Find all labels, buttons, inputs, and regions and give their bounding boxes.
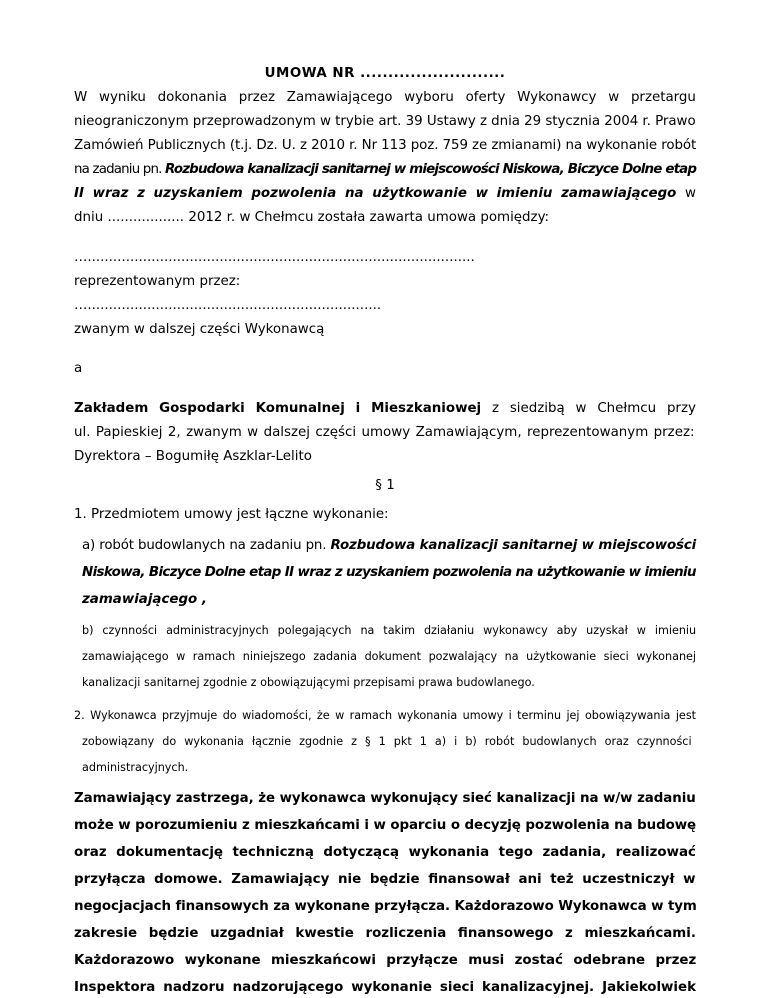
word: II bbox=[74, 186, 84, 201]
word: uzyskaniem bbox=[153, 186, 243, 201]
reservation-line-6: zakresie będzie uzgadniał kwestie rozliczenia finansowego z mieszkańcami. bbox=[74, 926, 696, 941]
contractor-rep-dots: …..................................................................... bbox=[74, 298, 382, 313]
reservation-line-5: negocjacjach finansowych za wykonane przyłącza. Każdorazowo Wykonawca w tym bbox=[74, 899, 697, 914]
clause-2-line-1: 2. Wykonawca przyjmuje do wiadomości, że w ramach wykonania umowy i terminu jej obowiązywania jest bbox=[74, 709, 697, 722]
word: W bbox=[74, 90, 88, 105]
intro-line-5 bbox=[74, 184, 696, 204]
word: w bbox=[685, 186, 696, 201]
clause-1a-line-2: Niskowa, Biczyce Dolne etap II wraz z uzyskaniem pozwolenia na użytkowanie w imieniu bbox=[82, 565, 696, 580]
clause-1b-line-3: kanalizacji sanitarnej zgodnie z obowiązującymi przepisami prawa budowlanego. bbox=[82, 676, 535, 689]
intro-line-6: dniu .................. 2012 r. w Chełmcu została zawarta umowa pomiędzy: bbox=[74, 210, 550, 225]
document-title: UMOWA NR .......................... bbox=[264, 66, 506, 81]
clause-2-line-3: administracyjnych. bbox=[82, 761, 189, 774]
reservation-line-1: Zamawiający zastrzega, że wykonawca wykonujący sieć kanalizacji na w/w zadaniu bbox=[74, 791, 696, 806]
word: siedzibą bbox=[509, 401, 565, 416]
employer-line-2: ul. Papieskiej 2, zwanym w dalszej części umowy Zamawiającym, reprezentowanym przez: bbox=[74, 425, 695, 440]
clause-1-head: 1. Przedmiotem umowy jest łączne wykonanie: bbox=[74, 507, 389, 522]
intro-line-3: Zamówień Publicznych (t.j. Dz. U. z 2010 r. Nr 113 poz. 759 ze zmianami) na wykonanie robót bbox=[74, 138, 697, 153]
word: na bbox=[344, 186, 364, 201]
clause-1b-line-1: b) czynności administracyjnych polegających na takim działaniu wykonawcy aby uzyskał w imieniu bbox=[82, 624, 697, 637]
word: zamawiającego bbox=[561, 186, 677, 201]
reservation-line-4: przyłącza domowe. Zamawiający nie będzie finansował ani też uczestniczył w bbox=[74, 872, 696, 887]
intro-line-4-prefix: na zadaniu pn. bbox=[74, 162, 166, 177]
contractor-dots: …........................................................................................... bbox=[74, 250, 475, 265]
intro-line-2: nieograniczonym przeprowadzonym w trybie art. 39 Ustawy z dnia 29 stycznia 2004 r. Prawo bbox=[74, 114, 696, 129]
word: Zakładem bbox=[74, 401, 149, 416]
word: Komunalnej bbox=[255, 401, 345, 416]
word: przetargu bbox=[630, 90, 696, 105]
word: wraz bbox=[92, 186, 129, 201]
word: dokonania bbox=[157, 90, 227, 105]
word: wyboru bbox=[404, 90, 454, 105]
clause-2-line-2: zobowiązany do wykonania łącznie zgodnie z § 1 pkt 1 a) i b) robót budowlanych oraz czynności bbox=[82, 735, 692, 748]
word: oferty bbox=[465, 90, 506, 105]
word: przez bbox=[238, 90, 276, 105]
word: przy bbox=[666, 401, 696, 416]
word: Mieszkaniowej bbox=[371, 401, 482, 416]
task-name: Rozbudowa kanalizacji sanitarnej w miejscowości Niskowa, Biczyce Dolne etap bbox=[165, 162, 697, 177]
word: w bbox=[608, 90, 620, 105]
clause-1a-task: Rozbudowa kanalizacji sanitarnej w miejscowości bbox=[330, 538, 697, 553]
employer-line-3: Dyrektora – Bogumiłę Aszklar-Lelito bbox=[74, 449, 312, 464]
reservation-line-2: może w porozumieniu z mieszkańcami i w oparciu o decyzję pozwolenia na budowę bbox=[74, 818, 697, 833]
intro-line-4 bbox=[74, 160, 696, 180]
word: z bbox=[491, 401, 499, 416]
contractor-rep-label: reprezentowanym przez: bbox=[74, 274, 241, 289]
word: Gospodarki bbox=[159, 401, 245, 416]
clause-1a-prefix: a) robót budowlanych na zadaniu pn. bbox=[82, 538, 331, 553]
clause-1b-line-2: zamawiającego w ramach niniejszego zadania dokument pozwalający na użytkowanie sieci wykonanej bbox=[82, 650, 697, 663]
word: wyniku bbox=[99, 90, 146, 105]
word: w bbox=[575, 401, 587, 416]
clause-1a-line-1 bbox=[82, 536, 696, 556]
clause-1a-line-3: zamawiającego , bbox=[82, 592, 207, 607]
word: z bbox=[137, 186, 145, 201]
word: Zamawiającego bbox=[286, 90, 393, 105]
and-conjunction: a bbox=[74, 361, 83, 376]
reservation-line-7: Każdorazowo wykonane mieszkańcowi przyłącze musi zostać odebrane przez bbox=[74, 953, 697, 968]
reservation-line-8: Inspektora nadzoru nadzorującego wykonanie sieci kanalizacyjnej. Jakiekolwiek bbox=[74, 980, 697, 995]
employer-line-1 bbox=[74, 399, 696, 419]
contractor-called: zwanym w dalszej części Wykonawcą bbox=[74, 322, 325, 337]
word: w bbox=[475, 186, 488, 201]
word: imieniu bbox=[496, 186, 553, 201]
word: i bbox=[355, 401, 361, 416]
word: Wykonawcy bbox=[517, 90, 597, 105]
section-heading: § 1 bbox=[375, 478, 395, 493]
word: Chełmcu bbox=[597, 401, 657, 416]
intro-line-1 bbox=[74, 88, 696, 108]
reservation-line-3: oraz dokumentację techniczną dotyczącą wykonania tego zadania, realizować bbox=[74, 845, 696, 860]
word: użytkowanie bbox=[372, 186, 467, 201]
word: pozwolenia bbox=[251, 186, 337, 201]
